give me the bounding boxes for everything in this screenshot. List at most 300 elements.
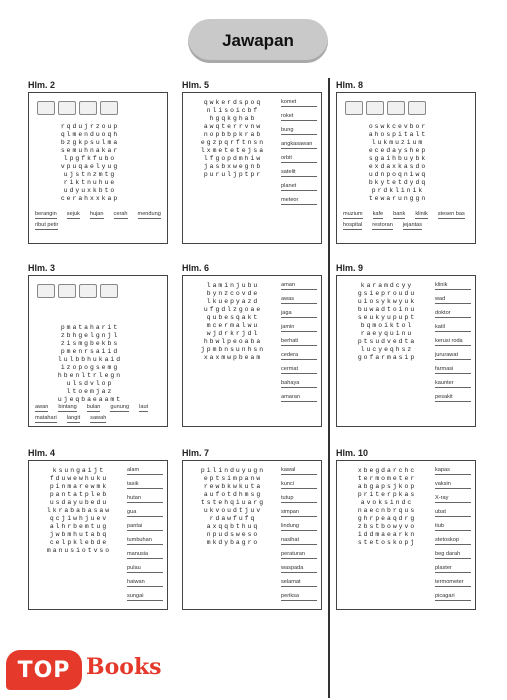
grid-row: priterpkas xyxy=(357,491,417,498)
word-entry xyxy=(435,481,471,489)
grid-row: pmenrsaiid xyxy=(60,348,120,355)
word-entry xyxy=(67,211,80,219)
grid-row: oswkcevbor xyxy=(368,123,428,130)
grid-row: nlisoicbf xyxy=(206,107,260,114)
grid-row: ufgdlzgoae xyxy=(203,306,263,313)
word-text: periksa xyxy=(281,593,300,599)
word-entry xyxy=(281,394,317,402)
word-text: aman xyxy=(281,282,295,288)
grid-row: exdaxkasdo xyxy=(368,163,428,170)
grid-row: pmataharit xyxy=(60,324,120,331)
grid-row: rewbkwkuta xyxy=(203,483,263,490)
word-text: peraturan xyxy=(281,551,305,557)
word-text: restoran xyxy=(372,222,393,228)
grid-row: hbenltrlegn xyxy=(57,372,123,379)
word-text: bank xyxy=(393,211,406,217)
word-entry xyxy=(435,366,471,374)
word-text: awan xyxy=(35,404,49,410)
word-text: lindung xyxy=(281,523,300,529)
word-text: plaster xyxy=(435,565,452,571)
word-entry xyxy=(281,551,317,559)
topbooks-logo xyxy=(0,636,175,700)
word-text: matahari xyxy=(35,415,57,421)
word-entry xyxy=(435,394,471,402)
grid-row: pinmarewmk xyxy=(49,483,109,490)
word-text: berangin xyxy=(35,211,57,217)
grid-row: jwbmhutabq xyxy=(49,531,109,538)
word-list xyxy=(343,211,469,230)
word-text: orbit xyxy=(281,155,292,161)
word-entry xyxy=(114,211,128,219)
word-entry xyxy=(87,404,101,412)
word-text: bulan xyxy=(86,404,101,410)
grid-row: buwadtoinu xyxy=(357,306,417,313)
word-text: picagari xyxy=(435,593,455,599)
grid-row: jpmbnsunhsn xyxy=(200,346,266,353)
word-text: berhati xyxy=(281,338,299,344)
logo-books-text: Books xyxy=(86,654,162,680)
word-entry xyxy=(435,467,471,475)
word-text: langit xyxy=(66,415,81,421)
word-text: tasik xyxy=(127,481,139,487)
letter-grid xyxy=(189,99,277,179)
puzzle-sheet xyxy=(182,275,322,427)
puzzle-sheet xyxy=(336,275,476,427)
word-entry xyxy=(435,523,471,531)
letter-grid xyxy=(343,282,431,362)
grid-row: stetoskopj xyxy=(357,539,417,546)
grid-row: semuhnakar xyxy=(60,147,120,154)
clue-picture-icon xyxy=(366,101,384,115)
word-entry xyxy=(138,211,161,219)
word-text: alam xyxy=(127,467,140,473)
letter-grid xyxy=(189,467,277,547)
grid-row: ulsdvlop xyxy=(66,380,114,387)
letter-grid xyxy=(35,324,145,404)
puzzle-sheet xyxy=(336,460,476,610)
word-entry xyxy=(435,338,471,346)
word-entry xyxy=(281,197,317,205)
grid-row: qubesqakt xyxy=(206,314,260,321)
grid-row: nopbbpkrab xyxy=(203,131,263,138)
word-text: cerah xyxy=(113,211,128,217)
word-entry xyxy=(281,155,317,163)
grid-row: karamdcyy xyxy=(360,282,414,289)
word-entry xyxy=(435,310,471,318)
word-text: hutan xyxy=(127,495,141,501)
word-text: laut xyxy=(139,404,149,410)
page-label: Hlm. 4 xyxy=(28,448,56,458)
word-text: kerusi roda xyxy=(435,338,463,344)
word-entry xyxy=(435,380,471,388)
word-text: bung xyxy=(281,127,294,133)
word-text: nasihat xyxy=(281,537,300,543)
word-entry xyxy=(373,211,384,219)
letter-grid xyxy=(343,123,453,203)
puzzle-sheet xyxy=(28,460,168,610)
word-entry xyxy=(35,415,57,423)
word-entry xyxy=(435,324,471,332)
word-text: wad xyxy=(435,296,446,302)
word-list xyxy=(435,282,471,402)
grid-row: bqmoiktol xyxy=(360,322,414,329)
word-text: kaunter xyxy=(435,380,454,386)
word-text: angkasawan xyxy=(281,141,313,147)
word-text: cermat xyxy=(281,366,299,372)
clue-picture-icon xyxy=(79,284,97,298)
word-entry xyxy=(281,481,317,489)
page-label: Hlm. 8 xyxy=(336,80,364,90)
word-entry xyxy=(110,404,129,412)
word-entry xyxy=(435,565,471,573)
word-text: pantai xyxy=(127,523,143,529)
word-text: jamin xyxy=(281,324,295,330)
word-text: awas xyxy=(281,296,295,302)
grid-row: xaxmwpbeam xyxy=(203,354,263,361)
grid-row: lpgfkfubo xyxy=(63,155,117,162)
grid-row: lulbbhukaid xyxy=(57,356,123,363)
word-entry xyxy=(90,415,106,423)
word-entry xyxy=(403,222,422,230)
word-entry xyxy=(35,222,58,230)
grid-row: ksungaijt xyxy=(52,467,106,474)
word-text: gunung xyxy=(110,404,130,410)
letter-grid xyxy=(35,467,123,555)
grid-row: sgaihbuybk xyxy=(368,155,428,162)
puzzle-sheet xyxy=(28,275,168,427)
word-entry xyxy=(281,99,317,107)
word-entry xyxy=(281,593,317,601)
grid-row: rdawfufq xyxy=(209,515,257,522)
page-label: Hlm. 5 xyxy=(182,80,210,90)
title-banner xyxy=(188,19,328,63)
word-entry xyxy=(281,352,317,360)
word-text: hospital xyxy=(343,222,363,228)
word-entry xyxy=(435,509,471,517)
grid-row: lkuepyazd xyxy=(206,298,260,305)
word-text: tiub xyxy=(435,523,445,529)
word-text: jejantas xyxy=(402,222,423,228)
page-title: Jawapan xyxy=(222,31,294,50)
grid-row: tewarunggn xyxy=(368,195,428,202)
grid-row: ukvoudtjuv xyxy=(203,507,263,514)
grid-row: manusiotvso xyxy=(46,547,112,554)
grid-row: fduwewhuku xyxy=(49,475,109,482)
word-text: klinik xyxy=(415,211,428,217)
word-entry xyxy=(281,467,317,475)
logo-top-badge: TOP xyxy=(6,650,82,690)
word-list xyxy=(35,404,161,423)
word-entry xyxy=(58,404,76,412)
grid-row: prdklinik xyxy=(371,187,425,194)
word-entry xyxy=(127,551,163,559)
word-entry xyxy=(372,222,393,230)
word-text: jaga xyxy=(281,310,292,316)
page-label: Hlm. 6 xyxy=(182,263,210,273)
grid-row: puruljptpr xyxy=(203,171,263,178)
grid-row: npudsweso xyxy=(206,531,260,538)
word-text: stetoskop xyxy=(435,537,459,543)
grid-row: lkrababasaw xyxy=(46,507,112,514)
word-text: haiwan xyxy=(127,579,145,585)
word-text: satelit xyxy=(281,169,296,175)
word-text: manusia xyxy=(127,551,149,557)
page-label: Hlm. 7 xyxy=(182,448,210,458)
word-entry xyxy=(35,404,48,412)
clue-picture-icon xyxy=(100,284,118,298)
grid-row: ptsudvedta xyxy=(357,338,417,345)
word-entry xyxy=(435,579,471,587)
word-entry xyxy=(281,380,317,388)
word-text: gua xyxy=(127,509,137,515)
grid-row: hgqkghab xyxy=(209,115,257,122)
grid-row: ujeqbaeaamt xyxy=(57,396,123,403)
word-entry xyxy=(281,296,317,304)
grid-row: uiosykwyuk xyxy=(357,298,417,305)
word-text: klinik xyxy=(435,282,448,288)
word-entry xyxy=(281,495,317,503)
clue-picture-icon xyxy=(37,284,55,298)
puzzle-sheet xyxy=(336,92,476,244)
grid-row: ecedayshep xyxy=(368,147,428,154)
grid-row: pilinduyugn xyxy=(200,467,266,474)
word-entry xyxy=(281,183,317,191)
word-text: bahaya xyxy=(281,380,300,386)
grid-row: naecnbrqus xyxy=(357,507,417,514)
word-text: kafe xyxy=(372,211,384,217)
grid-row: gsieproudu xyxy=(357,290,417,297)
word-text: planet xyxy=(281,183,297,189)
word-text: sejuk xyxy=(66,211,80,217)
grid-row: jasbxwegnb xyxy=(203,163,263,170)
word-text: sawah xyxy=(90,415,107,421)
word-entry xyxy=(281,579,317,587)
word-text: bintang xyxy=(58,404,77,410)
grid-row: zbstbowyvo xyxy=(357,523,417,530)
word-text: tumbuhan xyxy=(127,537,152,543)
grid-row: qlmenduoqh xyxy=(60,131,120,138)
word-text: ubat xyxy=(435,509,446,515)
page-label: Hlm. 3 xyxy=(28,263,56,273)
grid-row: mcermalwu xyxy=(206,322,260,329)
word-entry xyxy=(281,537,317,545)
grid-row: udyuxkbto xyxy=(63,187,117,194)
word-list xyxy=(35,211,161,230)
clue-picture-icon xyxy=(387,101,405,115)
word-text: ribut petir xyxy=(35,222,59,228)
letter-grid xyxy=(35,123,145,203)
word-text: hujan xyxy=(89,211,104,217)
puzzle-sheet xyxy=(182,92,322,244)
word-text: roket xyxy=(281,113,294,119)
word-entry xyxy=(127,579,163,587)
word-text: tutup xyxy=(281,495,294,501)
word-text: pulau xyxy=(127,565,141,571)
grid-row: bkytetdydq xyxy=(368,179,428,186)
clue-picture-icon xyxy=(345,101,363,115)
grid-row: mkdybagro xyxy=(206,539,260,546)
word-entry xyxy=(127,537,163,545)
word-entry xyxy=(281,366,317,374)
page-label: Hlm. 10 xyxy=(336,448,369,458)
grid-row: lukmuzium xyxy=(371,139,425,146)
page-label: Hlm. 9 xyxy=(336,263,364,273)
word-entry xyxy=(281,169,317,177)
word-entry xyxy=(127,565,163,573)
grid-row: seukyupupt xyxy=(357,314,417,321)
grid-row: termometer xyxy=(357,475,417,482)
grid-row: riktnuhue xyxy=(63,179,117,186)
word-entry xyxy=(127,467,163,475)
word-entry xyxy=(435,495,471,503)
word-text: beg darah xyxy=(435,551,461,557)
clue-picture-icon xyxy=(100,101,118,115)
grid-row: usdayubedu xyxy=(49,499,109,506)
grid-row: udnpoqniwq xyxy=(368,171,428,178)
word-entry xyxy=(139,404,148,412)
grid-row: gofarmasip xyxy=(357,354,417,361)
grid-row: xbegdarchc xyxy=(357,467,417,474)
word-list xyxy=(435,467,471,601)
grid-row: laminjubu xyxy=(206,282,260,289)
clue-picture-icon xyxy=(37,101,55,115)
word-text: farmasi xyxy=(435,366,454,372)
puzzle-sheet xyxy=(182,460,322,610)
word-text: mendung xyxy=(137,211,161,217)
word-text: meteor xyxy=(281,197,299,203)
clue-picture-icon xyxy=(79,101,97,115)
word-entry xyxy=(281,141,317,149)
clue-picture-icon xyxy=(58,284,76,298)
grid-row: aufotdhmsg xyxy=(203,491,263,498)
word-list xyxy=(281,467,317,601)
word-text: sungai xyxy=(127,593,144,599)
word-text: termometer xyxy=(435,579,464,585)
grid-row: lfgopdmhiw xyxy=(203,155,263,162)
word-entry xyxy=(415,211,427,219)
word-text: kapas xyxy=(435,467,450,473)
grid-row: ghrpeaqdrg xyxy=(357,515,417,522)
grid-row: ahospitalt xyxy=(368,131,428,138)
word-list xyxy=(281,99,317,205)
grid-row: awqterrvnw xyxy=(203,123,263,130)
word-entry xyxy=(35,211,57,219)
picture-clues xyxy=(37,101,118,115)
word-text: komet xyxy=(281,99,297,105)
word-text: waspada xyxy=(281,565,304,571)
word-entry xyxy=(67,415,80,423)
grid-row: abgapsjkop xyxy=(357,483,417,490)
word-text: simpan xyxy=(281,509,300,515)
word-entry xyxy=(281,565,317,573)
word-text: selamat xyxy=(281,579,301,585)
word-entry xyxy=(281,338,317,346)
word-text: vaksin xyxy=(435,481,451,487)
letter-grid xyxy=(189,282,277,362)
page-label: Hlm. 2 xyxy=(28,80,56,90)
word-entry xyxy=(343,211,363,219)
word-list xyxy=(127,467,163,601)
grid-row: zbhgelgnjl xyxy=(60,332,120,339)
word-entry xyxy=(90,211,104,219)
grid-row: izopogsemg xyxy=(60,364,120,371)
grid-row: axqqbthuq xyxy=(206,523,260,530)
grid-row: egzpqrftnsn xyxy=(200,139,266,146)
word-entry xyxy=(127,593,163,601)
word-entry xyxy=(343,222,362,230)
word-entry xyxy=(435,593,471,601)
grid-row: hbwlpeoaba xyxy=(203,338,263,345)
word-entry xyxy=(281,127,317,135)
grid-row: iddmaearkn xyxy=(357,531,417,538)
word-text: X-ray xyxy=(435,495,449,501)
grid-row: avoksindc xyxy=(360,499,414,506)
column-divider xyxy=(328,78,330,698)
word-text: katil xyxy=(435,324,445,330)
word-entry xyxy=(127,495,163,503)
grid-row: qwkerdspoq xyxy=(203,99,263,106)
grid-row: bynzcovde xyxy=(206,290,260,297)
word-text: stesen bas xyxy=(437,211,465,217)
word-entry xyxy=(435,537,471,545)
grid-row: ujstnzmtg xyxy=(63,171,117,178)
picture-clues xyxy=(37,284,118,298)
grid-row: ltoemjaz xyxy=(66,388,114,395)
word-entry xyxy=(393,211,405,219)
grid-row: cerahxxkap xyxy=(60,195,120,202)
word-text: kunci xyxy=(281,481,295,487)
word-entry xyxy=(127,523,163,531)
word-entry xyxy=(435,296,471,304)
grid-row: alhrbemtug xyxy=(49,523,109,530)
word-entry xyxy=(281,310,317,318)
word-entry xyxy=(127,509,163,517)
word-entry xyxy=(281,523,317,531)
word-text: doktor xyxy=(435,310,451,316)
word-entry xyxy=(435,282,471,290)
grid-row: wjdrkrjdl xyxy=(206,330,260,337)
picture-clues xyxy=(345,101,426,115)
word-text: jururawat xyxy=(435,352,459,358)
word-text: pesakit xyxy=(435,394,453,400)
word-entry xyxy=(281,282,317,290)
word-text: muzium xyxy=(343,211,363,217)
grid-row: lucyeqhsz xyxy=(360,346,414,353)
grid-row: rqdujrzoup xyxy=(60,123,120,130)
word-entry xyxy=(281,509,317,517)
grid-row: bzgkpsulma xyxy=(60,139,120,146)
grid-row: eptsimpanw xyxy=(203,475,263,482)
clue-picture-icon xyxy=(58,101,76,115)
grid-row: pantatpleb xyxy=(49,491,109,498)
grid-row: tstehqiuarg xyxy=(200,499,266,506)
word-entry xyxy=(435,551,471,559)
grid-row: celpklebde xyxy=(49,539,109,546)
word-entry xyxy=(435,352,471,360)
grid-row: lxmetetejsa xyxy=(200,147,266,154)
word-list xyxy=(281,282,317,402)
word-entry xyxy=(127,481,163,489)
grid-row: raeyquinu xyxy=(360,330,414,337)
word-entry xyxy=(281,113,317,121)
letter-grid xyxy=(343,467,431,547)
clue-picture-icon xyxy=(408,101,426,115)
word-text: cedera xyxy=(281,352,299,358)
puzzle-sheet xyxy=(28,92,168,244)
word-text: amaran xyxy=(281,394,300,400)
word-text: kawal xyxy=(281,467,296,473)
word-entry xyxy=(281,324,317,332)
